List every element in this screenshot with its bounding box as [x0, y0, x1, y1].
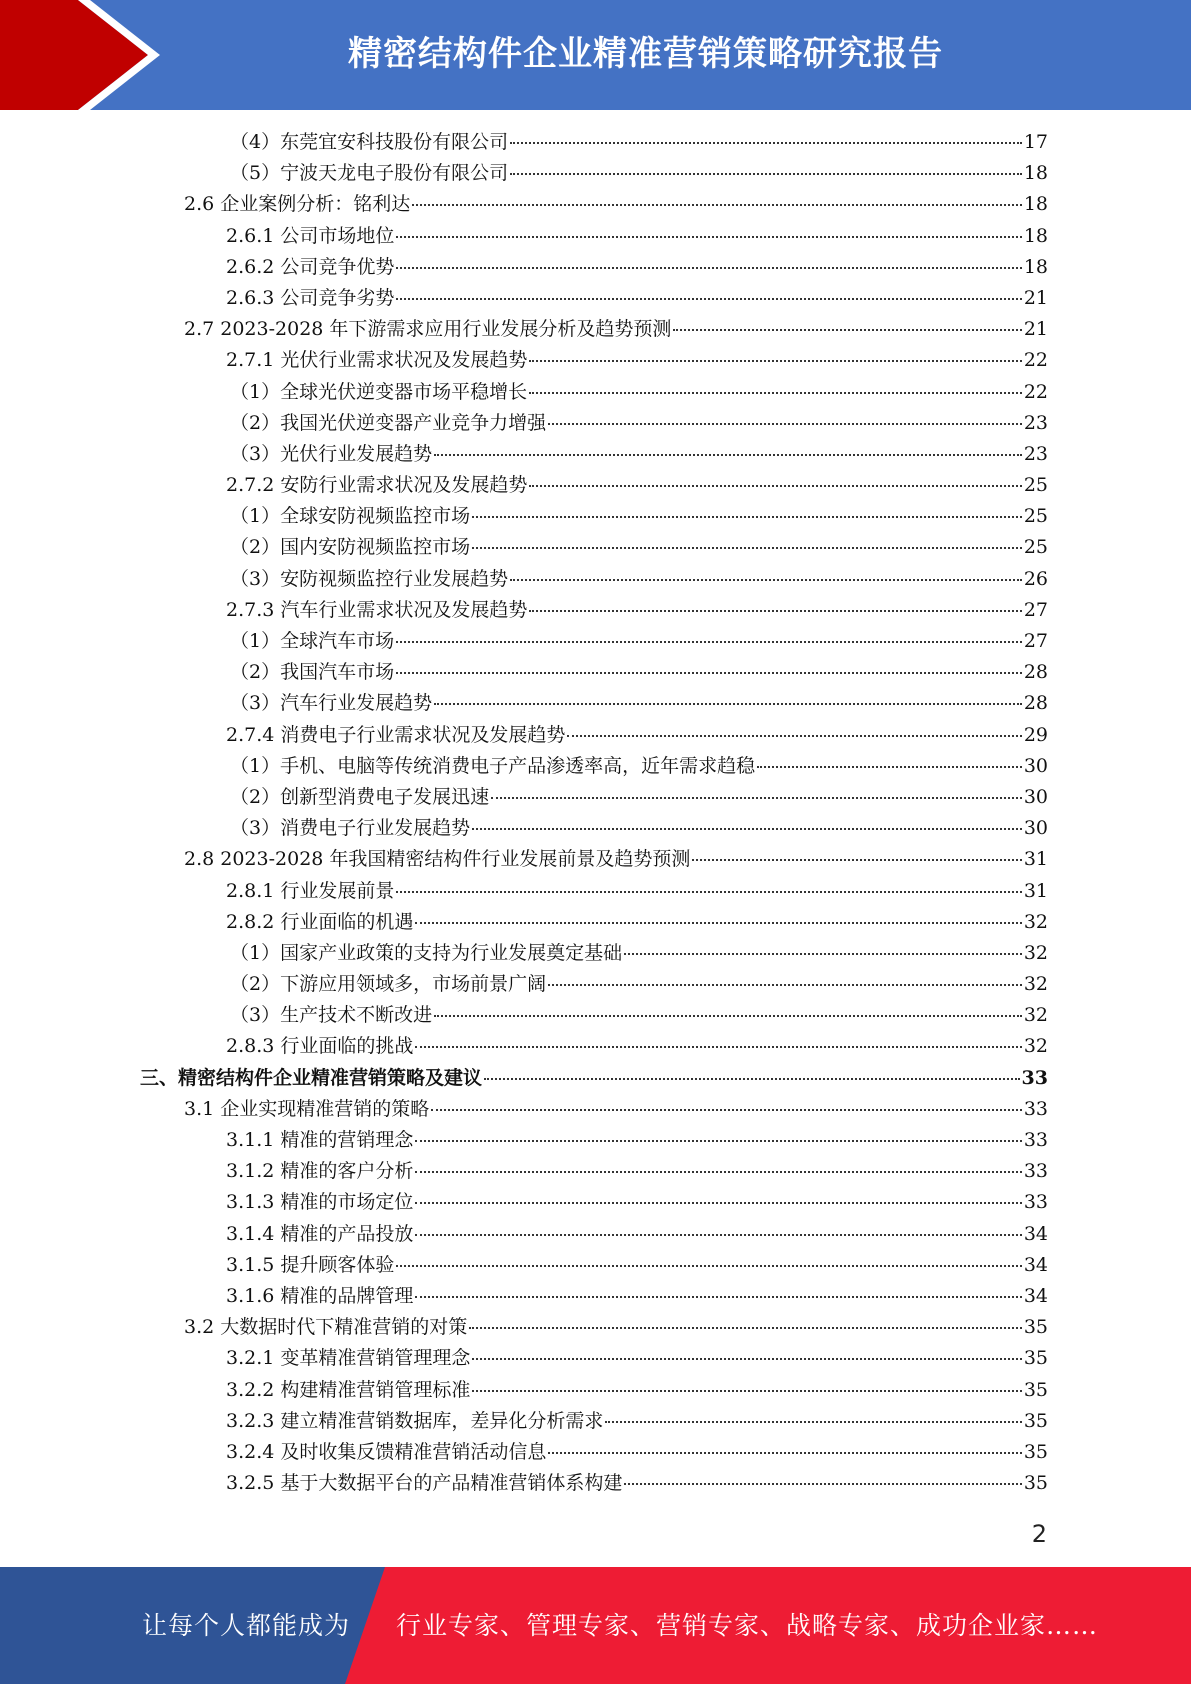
toc-dot-leader: [396, 641, 1022, 643]
toc-entry[interactable]: [140, 720, 1048, 751]
toc-entry[interactable]: [140, 938, 1048, 969]
toc-entry-title: 3.2.1 变革精准营销管理理念: [226, 1347, 471, 1370]
toc-entry[interactable]: [140, 1250, 1048, 1281]
toc-entry-page-number: 32: [1023, 973, 1048, 996]
toc-entry-page-number: 18: [1023, 162, 1048, 185]
toc-entry[interactable]: [140, 1375, 1048, 1406]
toc-entry-title: （1）手机、电脑等传统消费电子产品渗透率高，近年需求趋稳: [230, 754, 756, 777]
toc-entry[interactable]: [140, 1031, 1048, 1062]
toc-entry-title: （2）我国汽车市场: [230, 661, 395, 684]
toc-dot-leader: [491, 797, 1022, 799]
toc-entry[interactable]: [140, 1187, 1048, 1218]
footer-slogan-right: 行业专家、管理专家、营销专家、战略专家、成功企业家……: [396, 1611, 1099, 1640]
toc-entry-page-number: 34: [1023, 1253, 1048, 1276]
toc-entry-title: 3.2.3 建立精准营销数据库，差异化分析需求: [226, 1409, 604, 1432]
toc-entry-title: 2.7 2023-2028 年下游需求应用行业发展分析及趋势预测: [184, 318, 672, 341]
toc-dot-leader: [472, 516, 1022, 518]
toc-entry-title: 3.2.2 构建精准营销管理标准: [226, 1378, 471, 1401]
toc-dot-leader: [415, 1202, 1021, 1204]
toc-dot-leader: [510, 173, 1022, 175]
toc-dot-leader: [605, 1421, 1021, 1423]
toc-entry-title: 3.2.4 及时收集反馈精准营销活动信息: [226, 1440, 547, 1463]
toc-dot-leader: [472, 828, 1022, 830]
page-header: [0, 0, 1191, 110]
toc-entry-title: （3）生产技术不断改进: [230, 1004, 433, 1027]
toc-entry-title: 2.6 企业案例分析：铭利达: [184, 193, 411, 216]
toc-dot-leader: [529, 610, 1021, 612]
toc-entry-title: 3.1.3 精准的市场定位: [226, 1191, 414, 1214]
toc-entry-page-number: 18: [1023, 224, 1048, 247]
toc-entry-title: 2.8.3 行业面临的挑战: [226, 1035, 414, 1058]
toc-dot-leader: [396, 891, 1021, 893]
toc-entry-title: 三、精密结构件企业精准营销策略及建议: [140, 1066, 483, 1089]
toc-entry-title: 2.8 2023-2028 年我国精密结构件行业发展前景及趋势预测: [184, 848, 691, 871]
toc-entry-title: （2）下游应用领域多，市场前景广阔: [230, 973, 547, 996]
toc-entry-title: （1）全球光伏逆变器市场平稳增长: [230, 380, 528, 403]
toc-entry[interactable]: [140, 501, 1048, 532]
toc-entry[interactable]: [140, 813, 1048, 844]
toc-entry[interactable]: [140, 127, 1048, 158]
toc-entry-title: （3）汽车行业发展趋势: [230, 692, 433, 715]
toc-entry-page-number: 23: [1023, 442, 1048, 465]
toc-entry-page-number: 23: [1023, 411, 1048, 434]
toc-entry-page-number: 25: [1023, 505, 1048, 528]
toc-entry[interactable]: [140, 782, 1048, 813]
toc-entry[interactable]: [140, 626, 1048, 657]
toc-entry[interactable]: [140, 1281, 1048, 1312]
toc-entry[interactable]: [140, 595, 1048, 626]
toc-entry-page-number: 22: [1023, 380, 1048, 403]
toc-entry-page-number: 32: [1023, 910, 1048, 933]
toc-entry-title: 2.7.4 消费电子行业需求状况及发展趋势: [226, 723, 566, 746]
toc-entry[interactable]: [140, 377, 1048, 408]
toc-entry-title: 3.1.4 精准的产品投放: [226, 1222, 414, 1245]
toc-dot-leader: [548, 1452, 1021, 1454]
toc-entry[interactable]: [140, 564, 1048, 595]
toc-entry-title: 2.6.3 公司竞争劣势: [226, 286, 395, 309]
toc-dot-leader: [692, 859, 1021, 861]
toc-dot-leader: [396, 267, 1021, 269]
toc-entry-page-number: 22: [1023, 349, 1048, 372]
toc-dot-leader: [529, 485, 1021, 487]
toc-entry[interactable]: [140, 1094, 1048, 1125]
toc-dot-leader: [434, 1015, 1022, 1017]
toc-entry-page-number: 26: [1023, 567, 1048, 590]
toc-entry-page-number: 33: [1023, 1129, 1048, 1151]
toc-entry[interactable]: [140, 1406, 1048, 1437]
toc-entry[interactable]: [140, 688, 1048, 719]
toc-entry-title: 3.1.2 精准的客户分析: [226, 1160, 414, 1183]
toc-entry-page-number: 18: [1023, 193, 1048, 216]
toc-entry-page-number: 33: [1023, 1097, 1048, 1120]
toc-entry-title: 3.1.6 精准的品牌管理: [226, 1284, 414, 1307]
toc-entry[interactable]: [140, 657, 1048, 688]
toc-entry[interactable]: [140, 532, 1048, 563]
toc-dot-leader: [472, 1390, 1021, 1392]
toc-entry[interactable]: [140, 1468, 1048, 1499]
toc-entry-title: （2）我国光伏逆变器产业竞争力增强: [230, 411, 547, 434]
toc-entry-page-number: 25: [1023, 474, 1048, 497]
toc-entry[interactable]: [140, 1063, 1048, 1094]
toc-entry-title: 2.7.2 安防行业需求状况及发展趋势: [226, 474, 528, 497]
toc-entry-page-number: 30: [1023, 817, 1048, 840]
toc-entry[interactable]: [140, 1219, 1048, 1250]
toc-entry-title: 3.2.5 基于大数据平台的产品精准营销体系构建: [226, 1472, 623, 1495]
toc-entry[interactable]: [140, 844, 1048, 875]
header-red-chevron: [0, 0, 160, 110]
toc-dot-leader: [434, 454, 1022, 456]
toc-dot-leader: [396, 236, 1021, 238]
toc-entry-page-number: 35: [1023, 1472, 1048, 1495]
toc-entry-page-number: 34: [1023, 1222, 1048, 1245]
toc-entry-page-number: 31: [1023, 879, 1048, 902]
toc-entry-page-number: 35: [1023, 1378, 1048, 1401]
toc-dot-leader: [472, 1358, 1021, 1360]
toc-entry-page-number: 30: [1023, 785, 1048, 808]
toc-entry-page-number: 21: [1023, 286, 1048, 309]
toc-entry[interactable]: [140, 1437, 1048, 1468]
toc-entry-title: （3）安防视频监控行业发展趋势: [230, 567, 509, 590]
toc-entry-page-number: 33: [1021, 1066, 1048, 1089]
toc-entry-page-number: 33: [1023, 1160, 1048, 1183]
toc-dot-leader: [396, 1265, 1021, 1267]
toc-entry-title: （5）宁波天龙电子股份有限公司: [230, 162, 509, 185]
toc-dot-leader: [567, 735, 1021, 737]
toc-entry[interactable]: [140, 221, 1048, 252]
toc-entry[interactable]: [140, 1125, 1048, 1156]
toc-entry-title: （1）全球汽车市场: [230, 630, 395, 652]
toc-entry-page-number: 28: [1023, 661, 1048, 684]
toc-entry[interactable]: [140, 158, 1048, 189]
toc-entry-title: （2）国内安防视频监控市场: [230, 536, 471, 559]
toc-entry[interactable]: [140, 283, 1048, 314]
toc-dot-leader: [472, 547, 1022, 549]
page-footer: [0, 1567, 1191, 1684]
toc-entry-page-number: 17: [1023, 131, 1048, 153]
toc-entry-page-number: 32: [1023, 1004, 1048, 1027]
toc-entry-title: 3.1 企业实现精准营销的策略: [184, 1097, 430, 1120]
toc-entry-title: （3）光伏行业发展趋势: [230, 442, 433, 465]
toc-entry-title: 2.8.2 行业面临的机遇: [226, 910, 414, 933]
toc-entry-page-number: 25: [1023, 536, 1048, 559]
table-of-contents: [140, 127, 1048, 1499]
toc-entry-page-number: 35: [1023, 1409, 1048, 1432]
toc-entry[interactable]: [140, 969, 1048, 1000]
toc-dot-leader: [510, 579, 1022, 581]
report-title: 精密结构件企业精准营销策略研究报告: [348, 34, 943, 74]
toc-dot-leader: [396, 672, 1022, 674]
toc-entry[interactable]: [140, 314, 1048, 345]
toc-dot-leader: [484, 1078, 1020, 1080]
toc-entry[interactable]: [140, 189, 1048, 220]
toc-dot-leader: [415, 1234, 1021, 1236]
toc-entry-page-number: 33: [1023, 1191, 1048, 1214]
toc-entry-page-number: 21: [1023, 318, 1048, 341]
toc-entry[interactable]: [140, 1000, 1048, 1031]
toc-dot-leader: [431, 1109, 1022, 1111]
toc-dot-leader: [415, 922, 1021, 924]
toc-entry-page-number: 29: [1023, 723, 1048, 746]
toc-entry-page-number: 32: [1023, 1035, 1048, 1058]
toc-entry[interactable]: [140, 907, 1048, 938]
toc-entry-title: 2.6.2 公司竞争优势: [226, 255, 395, 278]
toc-entry[interactable]: [140, 1156, 1048, 1187]
toc-entry-title: 2.7.3 汽车行业需求状况及发展趋势: [226, 598, 528, 621]
toc-entry-page-number: 27: [1023, 598, 1048, 621]
toc-entry-title: 2.6.1 公司市场地位: [226, 224, 395, 247]
toc-entry-page-number: 34: [1023, 1284, 1048, 1307]
toc-entry-page-number: 35: [1023, 1440, 1048, 1463]
toc-dot-leader: [548, 984, 1022, 986]
toc-entry[interactable]: [140, 252, 1048, 283]
toc-entry-title: 3.2 大数据时代下精准营销的对策: [184, 1316, 468, 1339]
toc-entry-title: 2.8.1 行业发展前景: [226, 879, 395, 902]
toc-entry-title: 3.1.1 精准的营销理念: [226, 1129, 414, 1151]
toc-dot-leader: [529, 360, 1021, 362]
toc-entry-page-number: 35: [1023, 1347, 1048, 1370]
toc-dot-leader: [415, 1140, 1021, 1142]
toc-entry-title: （1）国家产业政策的支持为行业发展奠定基础: [230, 941, 623, 964]
toc-entry-page-number: 30: [1023, 754, 1048, 777]
toc-dot-leader: [624, 953, 1022, 955]
toc-dot-leader: [469, 1327, 1022, 1329]
toc-dot-leader: [757, 766, 1022, 768]
toc-entry-title: 3.1.5 提升顾客体验: [226, 1253, 395, 1276]
toc-entry-title: （1）全球安防视频监控市场: [230, 505, 471, 528]
toc-entry[interactable]: [140, 1312, 1048, 1343]
toc-entry[interactable]: [140, 439, 1048, 470]
toc-entry-page-number: 31: [1023, 848, 1048, 871]
toc-dot-leader: [396, 298, 1021, 300]
toc-entry-title: （4）东莞宜安科技股份有限公司: [230, 131, 509, 153]
toc-entry[interactable]: [140, 751, 1048, 782]
toc-entry-page-number: 18: [1023, 255, 1048, 278]
toc-entry[interactable]: [140, 1343, 1048, 1374]
toc-entry-title: （2）创新型消费电子发展迅速: [230, 785, 490, 808]
toc-entry-title: （3）消费电子行业发展趋势: [230, 817, 471, 840]
toc-entry-title: 2.7.1 光伏行业需求状况及发展趋势: [226, 349, 528, 372]
page-number: 2: [1031, 1520, 1047, 1548]
toc-entry-page-number: 28: [1023, 692, 1048, 715]
toc-dot-leader: [510, 142, 1022, 144]
toc-entry[interactable]: [140, 345, 1048, 376]
toc-dot-leader: [624, 1483, 1021, 1485]
toc-entry[interactable]: [140, 876, 1048, 907]
toc-entry[interactable]: [140, 470, 1048, 501]
toc-dot-leader: [529, 392, 1022, 394]
toc-dot-leader: [673, 329, 1021, 331]
toc-dot-leader: [434, 703, 1022, 705]
toc-entry-page-number: 32: [1023, 941, 1048, 964]
toc-dot-leader: [412, 204, 1022, 206]
toc-dot-leader: [415, 1296, 1021, 1298]
toc-dot-leader: [548, 423, 1022, 425]
footer-slogan-left: 让每个人都能成为: [142, 1611, 351, 1640]
toc-entry[interactable]: [140, 408, 1048, 439]
toc-dot-leader: [415, 1046, 1021, 1048]
toc-entry-page-number: 35: [1023, 1316, 1048, 1339]
toc-dot-leader: [415, 1171, 1021, 1173]
toc-entry-page-number: 27: [1023, 630, 1048, 652]
